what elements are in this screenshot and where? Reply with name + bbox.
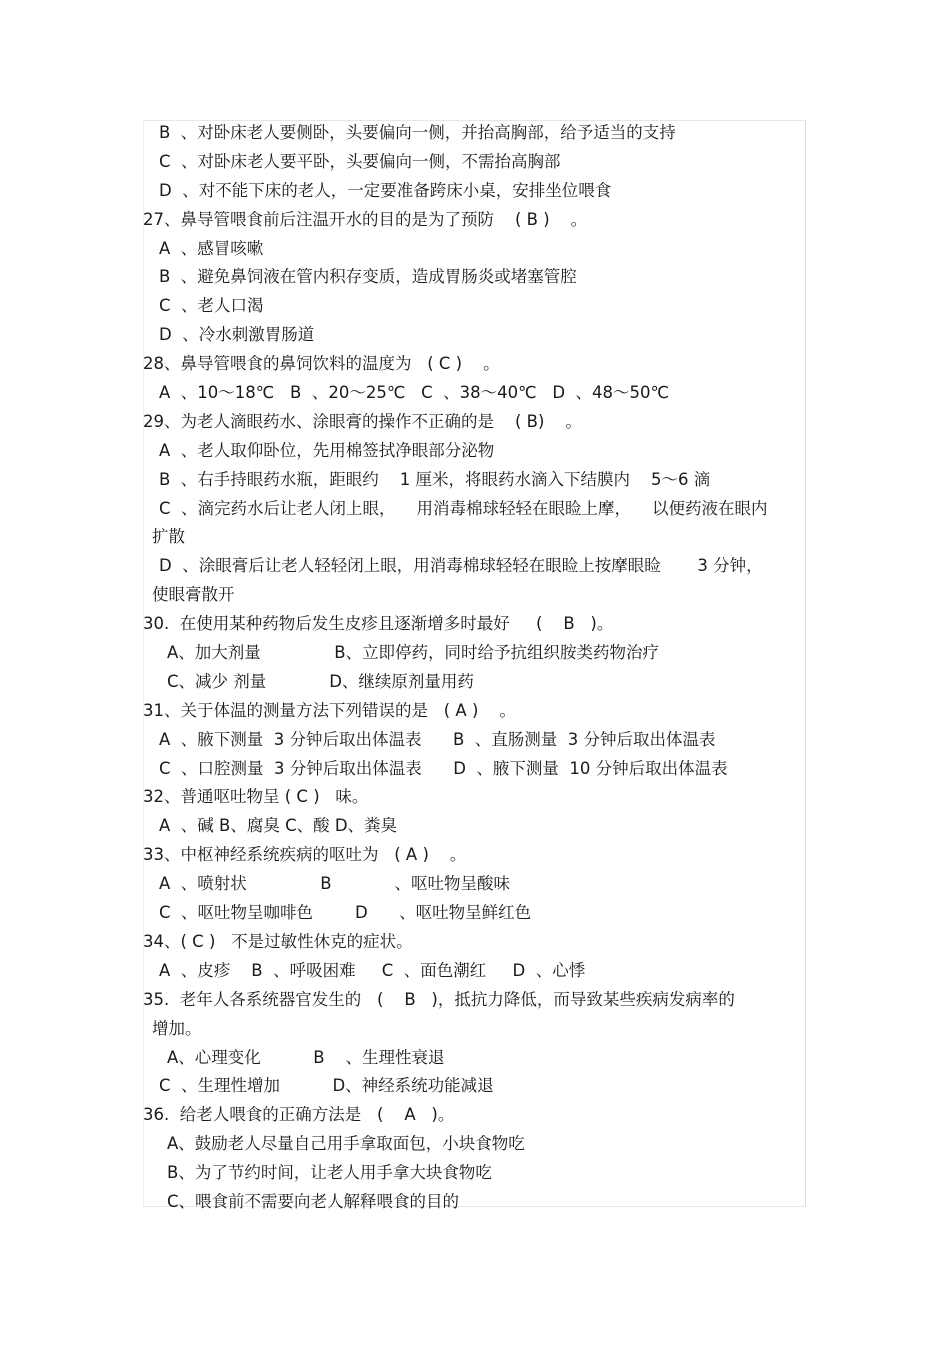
text-line: C 、生理性增加 D、神经系统功能减退	[159, 1076, 494, 1096]
text-line: 增加。	[152, 1018, 202, 1038]
text-line: A、心理变化 B 、生理性衰退	[167, 1047, 445, 1067]
text-line: A、加大剂量 B、立即停药，同时给予抗组织胺类药物治疗	[167, 643, 660, 663]
question-line: 31、关于体温的测量方法下列错误的是 ( A ) 。	[143, 700, 516, 720]
text-line: 扩散	[152, 527, 185, 547]
text-line: C、喂食前不需要向老人解释喂食的目的	[167, 1191, 460, 1211]
text-line: C 、滴完药水后让老人闭上眼， 用消毒棉球轻轻在眼睑上摩， 以便药液在眼内	[159, 498, 768, 518]
text-line: D 、对不能下床的老人，一定要准备跨床小桌，安排坐位喂食	[159, 180, 612, 200]
question-line: 28、鼻导管喂食的鼻饲饮料的温度为 ( C ) 。	[143, 354, 500, 374]
question-line: 36. 给老人喂食的正确方法是 ( A )。	[143, 1105, 455, 1125]
question-line: 35. 老年人各系统器官发生的 ( B )，抵抗力降低，而导致某些疾病发病率的	[143, 989, 735, 1009]
text-line: 使眼膏散开	[152, 585, 235, 605]
text-line: A 、老人取仰卧位，先用棉签拭净眼部分泌物	[159, 440, 495, 460]
question-line: 30. 在使用某种药物后发生皮疹且逐渐增多时最好 ( B )。	[143, 614, 614, 634]
text-line: B 、对卧床老人要侧卧，头要偏向一侧，并抬高胸部，给予适当的支持	[159, 123, 676, 142]
text-line: D 、涂眼膏后让老人轻轻闭上眼，用消毒棉球轻轻在眼睑上按摩眼睑 3 分钟，	[159, 556, 763, 576]
text-line: A 、喷射状 B 、呕吐物呈酸味	[159, 874, 510, 894]
text-line: C、减少 剂量 D、继续原剂量用药	[167, 671, 474, 691]
text-line: A 、皮疹 B 、呼吸困难 C 、面色潮红 D 、心悸	[159, 960, 586, 980]
text-line: B、为了节约时间，让老人用手拿大块食物吃	[167, 1163, 492, 1183]
text-line: D 、冷水刺激胃肠道	[159, 325, 315, 345]
text-line: A、鼓励老人尽量自己用手拿取面包，小块食物吃	[167, 1134, 525, 1154]
question-line: 33、中枢神经系统疾病的呕吐为 ( A ) 。	[143, 845, 467, 865]
text-line: C 、对卧床老人要平卧，头要偏向一侧，不需抬高胸部	[159, 151, 561, 171]
text-line: C 、老人口渴	[159, 296, 264, 316]
question-line: 27、鼻导管喂食前后注温开水的目的是为了预防 ( B ) 。	[143, 209, 588, 229]
text-line: A 、腋下测量 3 分钟后取出体温表 B 、直肠测量 3 分钟后取出体温表	[159, 729, 716, 749]
text-line: A 、感冒咳嗽	[159, 238, 264, 258]
question-line: 32、普通呕吐物呈 ( C ) 味。	[143, 787, 369, 807]
text-line: C 、呕吐物呈咖啡色 D 、呕吐物呈鲜红色	[159, 903, 532, 923]
question-line: 34、( C ) 不是过敏性休克的症状。	[143, 931, 413, 951]
document-body	[143, 119, 803, 1217]
text-line: C 、口腔测量 3 分钟后取出体温表 D 、腋下测量 10 分钟后取出体温表	[159, 758, 728, 778]
question-line: 29、为老人滴眼药水、涂眼膏的操作不正确的是 ( B) 。	[143, 411, 582, 431]
text-line: A 、10～18℃ B 、20～25℃ C 、38～40℃ D 、48～50℃	[159, 383, 670, 403]
text-line: B 、避免鼻饲液在管内积存变质，造成胃肠炎或堵塞管腔	[159, 267, 577, 287]
text-line: A 、碱 B、腐臭 C、酸 D、粪臭	[159, 816, 398, 836]
text-line: B 、右手持眼药水瓶，距眼约 1 厘米，将眼药水滴入下结膜内 5～6 滴	[159, 469, 711, 489]
